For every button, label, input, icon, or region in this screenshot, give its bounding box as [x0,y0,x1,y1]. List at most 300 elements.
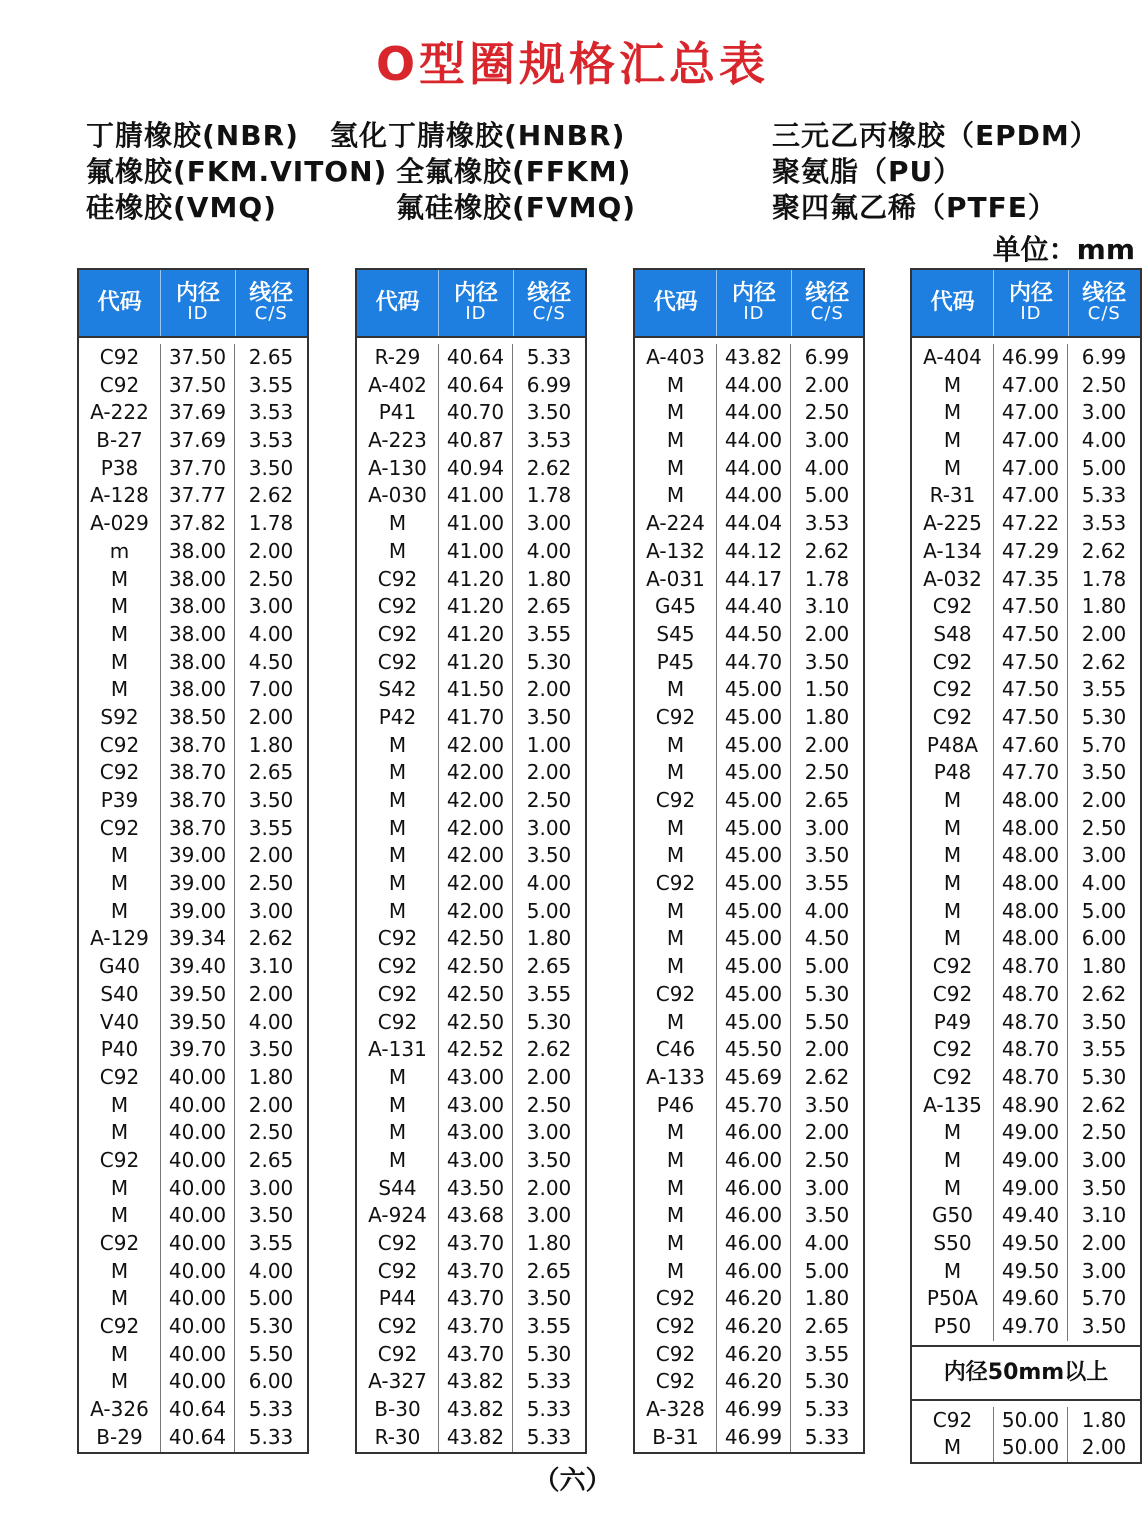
cell-inner-diameter: 42.00 [439,898,513,926]
cell-inner-diameter: 46.20 [717,1341,791,1369]
cell-inner-diameter: 42.00 [439,870,513,898]
cell-code: R-29 [357,344,439,372]
table-row [79,1009,307,1037]
cell-inner-diameter: 45.00 [717,870,791,898]
table-row [635,344,863,372]
cell-code: M [635,427,717,455]
table-row [79,593,307,621]
cell-inner-diameter: 40.64 [161,1424,235,1452]
cell-code: M [79,1341,161,1369]
cell-cross-section: 5.00 [526,898,572,923]
cell-inner-diameter: 48.70 [994,953,1068,981]
cell-code: A-326 [79,1396,161,1424]
cell-cross-section: 4.00 [526,871,572,896]
cell-cross-section: 5.30 [804,1369,850,1394]
cell-code: M [912,1258,994,1286]
cell-code: B-29 [79,1424,161,1452]
cell-cross-section: 3.00 [1081,1147,1127,1172]
cell-cross-section: 3.53 [526,428,572,453]
table-row [79,621,307,649]
cell-inner-diameter: 50.00 [994,1407,1068,1435]
header-code-label: 代码 [97,290,142,315]
cell-cross-section: 5.33 [1081,483,1127,508]
cell-cross-section: 4.00 [1081,871,1127,896]
table-row [357,676,585,704]
cell-code: M [635,815,717,843]
cell-inner-diameter: 49.00 [994,1119,1068,1147]
cell-cross-section: 5.33 [248,1424,294,1449]
cell-code: P50 [912,1313,994,1341]
table-row [79,1175,307,1203]
cell-inner-diameter: 40.64 [439,372,513,400]
table-header [357,270,585,338]
cell-cross-section: 1.78 [804,566,850,591]
table-row [79,538,307,566]
cell-inner-diameter: 43.00 [439,1092,513,1120]
table-row [357,1036,585,1064]
cell-inner-diameter: 44.00 [717,372,791,400]
cell-cross-section: 4.00 [804,1231,850,1255]
cell-inner-diameter: 47.35 [994,566,1068,594]
cell-inner-diameter: 47.60 [994,732,1068,760]
table-body-tail [912,1407,1140,1462]
table-row [79,953,307,981]
cell-inner-diameter: 43.82 [439,1368,513,1396]
header-id-en: ID [743,303,765,324]
table-row [357,953,585,981]
cell-cross-section: 2.50 [804,760,850,785]
cell-code: P45 [635,649,717,677]
spec-table-1 [77,268,309,1454]
table-row [635,815,863,843]
cell-code: M [79,870,161,898]
cell-inner-diameter: 43.82 [717,344,791,372]
table-row [357,815,585,843]
header-cs-cn: 线径 [249,281,294,306]
header-code [79,270,161,336]
cell-code: C92 [357,1230,439,1258]
table-row [912,1407,1140,1435]
table-row [79,1313,307,1341]
header-id-en: ID [187,303,209,324]
cell-inner-diameter: 43.82 [439,1424,513,1452]
cell-cross-section: 3.50 [248,788,294,812]
cell-inner-diameter: 39.00 [161,870,235,898]
table-row [635,566,863,594]
cell-cross-section: 2.65 [526,954,572,979]
table-row [635,1147,863,1175]
table-row [79,1258,307,1286]
cell-code: S40 [79,981,161,1009]
table-row [357,787,585,815]
cell-code: M [79,1285,161,1313]
cell-cross-section: 2.65 [804,788,850,812]
cell-inner-diameter: 39.00 [161,898,235,926]
table-row [635,1202,863,1230]
cell-cross-section: 2.00 [248,704,294,729]
cell-code: M [357,1092,439,1120]
cell-inner-diameter: 40.00 [161,1258,235,1286]
cell-inner-diameter: 38.00 [161,649,235,677]
cell-inner-diameter: 49.00 [994,1147,1068,1175]
cell-inner-diameter: 50.00 [994,1434,1068,1462]
table-row [912,759,1140,787]
cell-cross-section: 5.33 [804,1397,850,1422]
cell-inner-diameter: 38.70 [161,759,235,787]
cell-cross-section: 2.50 [526,788,572,812]
cell-inner-diameter: 43.70 [439,1341,513,1369]
cell-code: M [79,1202,161,1230]
table-row [635,510,863,538]
table-row [912,842,1140,870]
cell-inner-diameter: 43.00 [439,1119,513,1147]
table-row [912,344,1140,372]
cell-inner-diameter: 45.00 [717,981,791,1009]
cell-cross-section: 5.00 [804,483,850,508]
header-cs-en: C/S [254,303,288,324]
cell-inner-diameter: 41.20 [439,566,513,594]
table-row [79,1424,307,1452]
table-row [79,344,307,372]
cell-cross-section: 3.50 [804,1203,850,1228]
cell-cross-section: 3.55 [804,1341,850,1366]
table-header [635,270,863,338]
cell-code: M [635,953,717,981]
cell-cross-section: 2.00 [1081,1231,1127,1255]
header-cross-section [792,270,863,336]
cell-inner-diameter: 44.17 [717,566,791,594]
cell-cross-section: 3.50 [1081,1314,1127,1339]
cell-code: A-128 [79,482,161,510]
cell-cross-section: 1.50 [804,677,850,702]
cell-code: C92 [79,815,161,843]
header-code [912,270,994,336]
material-fvmq: 氟硅橡胶(FVMQ) [396,191,637,224]
cell-inner-diameter: 44.04 [717,510,791,538]
cell-code: P50A [912,1285,994,1313]
cell-cross-section: 3.55 [248,815,294,840]
cell-inner-diameter: 47.50 [994,704,1068,732]
cell-code: A-030 [357,482,439,510]
cell-code: C92 [912,1407,994,1435]
cell-inner-diameter: 38.00 [161,538,235,566]
cell-cross-section: 5.33 [526,1397,572,1422]
cell-cross-section: 2.00 [248,843,294,868]
cell-cross-section: 3.00 [804,815,850,840]
cell-inner-diameter: 46.00 [717,1230,791,1258]
material-vmq: 硅橡胶(VMQ) [86,191,277,224]
cell-inner-diameter: 47.50 [994,649,1068,677]
cell-inner-diameter: 46.99 [717,1396,791,1424]
cell-cross-section: 5.00 [804,954,850,979]
table-row [79,510,307,538]
cell-code: P41 [357,399,439,427]
table-row [79,815,307,843]
table-row [912,1036,1140,1064]
table-row [635,1313,863,1341]
cell-code: M [912,1434,994,1462]
cell-code: A-328 [635,1396,717,1424]
cell-code: C92 [79,344,161,372]
cell-code: A-029 [79,510,161,538]
cell-code: M [357,510,439,538]
cell-inner-diameter: 45.00 [717,704,791,732]
cell-cross-section: 3.50 [804,1092,850,1117]
cell-cross-section: 3.00 [1081,400,1127,425]
table-row [357,1285,585,1313]
cell-cross-section: 2.50 [1081,1120,1127,1145]
table-row [635,372,863,400]
table-row [357,870,585,898]
cell-cross-section: 3.50 [248,1203,294,1228]
cell-inner-diameter: 43.70 [439,1258,513,1286]
unit-label: 单位：mm [992,233,1135,266]
table-row [912,1313,1140,1341]
table-row [912,566,1140,594]
table-row [912,787,1140,815]
cell-cross-section: 2.00 [804,1120,850,1145]
cell-cross-section: 1.80 [804,1286,850,1311]
spec-table-4 [910,268,1142,1464]
cell-code: C92 [912,1064,994,1092]
cell-inner-diameter: 42.50 [439,1009,513,1037]
table-row [357,649,585,677]
table-row [912,1119,1140,1147]
cell-inner-diameter: 45.69 [717,1064,791,1092]
cell-code: C92 [79,759,161,787]
cell-cross-section: 3.53 [248,428,294,453]
cell-code: M [635,1119,717,1147]
table-row [79,649,307,677]
cell-code: M [912,372,994,400]
cell-cross-section: 3.10 [248,954,294,979]
cell-code: M [79,1092,161,1120]
cell-code: m [79,538,161,566]
table-row [357,842,585,870]
table-row [357,1009,585,1037]
cell-code: P40 [79,1036,161,1064]
cell-cross-section: 1.78 [1081,566,1127,591]
cell-cross-section: 2.65 [526,1258,572,1283]
material-fkm: 氟橡胶(FKM.VITON) [86,155,388,188]
cell-inner-diameter: 45.00 [717,1009,791,1037]
table-row [79,427,307,455]
cell-code: A-134 [912,538,994,566]
cell-code: M [912,925,994,953]
cell-cross-section: 2.50 [804,1147,850,1172]
table-row [79,676,307,704]
table-row [635,704,863,732]
cell-code: A-224 [635,510,717,538]
cell-code: A-131 [357,1036,439,1064]
cell-code: C92 [635,1313,717,1341]
cell-code: A-222 [79,399,161,427]
cell-code: M [912,1119,994,1147]
cell-code: M [912,898,994,926]
cell-cross-section: 2.50 [804,400,850,425]
cell-code: M [357,898,439,926]
cell-cross-section: 2.50 [526,1092,572,1117]
table-row [79,759,307,787]
cell-cross-section: 1.80 [526,926,572,951]
cell-cross-section: 2.62 [248,483,294,508]
cell-cross-section: 6.99 [804,345,850,369]
cell-inner-diameter: 46.20 [717,1313,791,1341]
header-inner-diameter [994,270,1068,336]
table-row [357,372,585,400]
cell-cross-section: 1.80 [248,1064,294,1089]
cell-inner-diameter: 41.20 [439,649,513,677]
table-row [912,510,1140,538]
cell-code: M [912,1147,994,1175]
cell-inner-diameter: 45.00 [717,953,791,981]
cell-inner-diameter: 48.00 [994,870,1068,898]
table-row [79,925,307,953]
cell-code: G50 [912,1202,994,1230]
cell-code: M [357,759,439,787]
cell-cross-section: 5.30 [804,981,850,1006]
cell-inner-diameter: 38.70 [161,732,235,760]
cell-inner-diameter: 40.00 [161,1368,235,1396]
cell-code: M [635,399,717,427]
page-number: （六） [533,1466,612,1496]
header-id-en: ID [465,303,487,324]
table-row [79,732,307,760]
cell-cross-section: 2.50 [1081,815,1127,840]
cell-code: C92 [79,732,161,760]
cell-inner-diameter: 47.00 [994,427,1068,455]
cell-cross-section: 1.78 [526,483,572,508]
cell-code: M [912,787,994,815]
cell-inner-diameter: 40.00 [161,1313,235,1341]
cell-cross-section: 2.65 [248,345,294,369]
header-inner-diameter [439,270,513,336]
cell-code: P48A [912,732,994,760]
cell-code: C46 [635,1036,717,1064]
table-row [635,732,863,760]
cell-inner-diameter: 38.70 [161,815,235,843]
cell-cross-section: 4.00 [526,538,572,563]
cell-cross-section: 2.62 [1081,1092,1127,1117]
cell-code: S42 [357,676,439,704]
cell-cross-section: 3.00 [526,1203,572,1228]
cell-code: M [357,870,439,898]
table-row [912,732,1140,760]
cell-cross-section: 2.62 [1081,649,1127,674]
table-row [912,1092,1140,1120]
cell-code: C92 [912,676,994,704]
cell-code: G40 [79,953,161,981]
table-row [635,1396,863,1424]
cell-inner-diameter: 47.00 [994,372,1068,400]
cell-inner-diameter: 47.22 [994,510,1068,538]
table-row [635,1064,863,1092]
table-row [635,1285,863,1313]
cell-cross-section: 3.50 [804,843,850,868]
cell-cross-section: 2.62 [526,1037,572,1062]
cell-code: C92 [635,787,717,815]
cell-cross-section: 4.00 [248,1258,294,1283]
material-pu: 聚氨脂（PU） [772,155,963,188]
cell-cross-section: 3.55 [1081,677,1127,702]
cell-inner-diameter: 45.00 [717,815,791,843]
cell-cross-section: 5.30 [248,1314,294,1339]
cell-cross-section: 3.00 [526,511,572,536]
cell-code: P49 [912,1009,994,1037]
table-header [79,270,307,338]
cell-inner-diameter: 38.00 [161,593,235,621]
header-id-en: ID [1020,303,1042,324]
cell-inner-diameter: 42.00 [439,732,513,760]
table-body [635,338,863,1452]
cell-cross-section: 3.50 [1081,1175,1127,1200]
cell-code: C92 [912,953,994,981]
table-row [357,981,585,1009]
cell-inner-diameter: 48.00 [994,842,1068,870]
cell-inner-diameter: 39.00 [161,842,235,870]
cell-code: A-327 [357,1368,439,1396]
cell-inner-diameter: 45.00 [717,925,791,953]
cell-cross-section: 2.00 [1081,788,1127,812]
header-cross-section [514,270,585,336]
cell-cross-section: 5.00 [248,1286,294,1311]
cell-code: A-924 [357,1202,439,1230]
cell-code: C92 [357,1009,439,1037]
header-id-cn: 内径 [1008,281,1053,306]
cell-cross-section: 5.30 [1081,1064,1127,1089]
cell-code: S45 [635,621,717,649]
table-row [912,1175,1140,1203]
table-row [357,427,585,455]
page-title: O型圈规格汇总表 [375,37,770,91]
table-row [912,676,1140,704]
table-row [79,455,307,483]
cell-cross-section: 2.00 [248,1092,294,1117]
cell-inner-diameter: 39.50 [161,981,235,1009]
table-row [79,1147,307,1175]
cell-inner-diameter: 46.00 [717,1175,791,1203]
table-row [357,482,585,510]
cell-code: A-032 [912,566,994,594]
cell-cross-section: 1.00 [526,732,572,757]
cell-code: C92 [357,593,439,621]
cell-inner-diameter: 39.40 [161,953,235,981]
cell-cross-section: 5.30 [526,1341,572,1366]
cell-inner-diameter: 37.69 [161,427,235,455]
cell-inner-diameter: 48.70 [994,1064,1068,1092]
cell-inner-diameter: 42.00 [439,787,513,815]
table-row [357,1368,585,1396]
table-row [79,842,307,870]
cell-code: B-27 [79,427,161,455]
cell-inner-diameter: 42.50 [439,925,513,953]
cell-code: C92 [635,704,717,732]
table-row [635,953,863,981]
cell-cross-section: 1.80 [526,1231,572,1255]
cell-inner-diameter: 39.50 [161,1009,235,1037]
cell-code: C92 [357,953,439,981]
header-id-cn: 内径 [731,281,776,306]
cell-inner-diameter: 37.77 [161,482,235,510]
cell-cross-section: 3.50 [1081,760,1127,785]
table-row [357,704,585,732]
cell-inner-diameter: 48.90 [994,1092,1068,1120]
cell-inner-diameter: 46.99 [717,1424,791,1452]
cell-inner-diameter: 40.87 [439,427,513,455]
cell-code: A-225 [912,510,994,538]
cell-cross-section: 3.55 [526,1314,572,1339]
cell-code: V40 [79,1009,161,1037]
